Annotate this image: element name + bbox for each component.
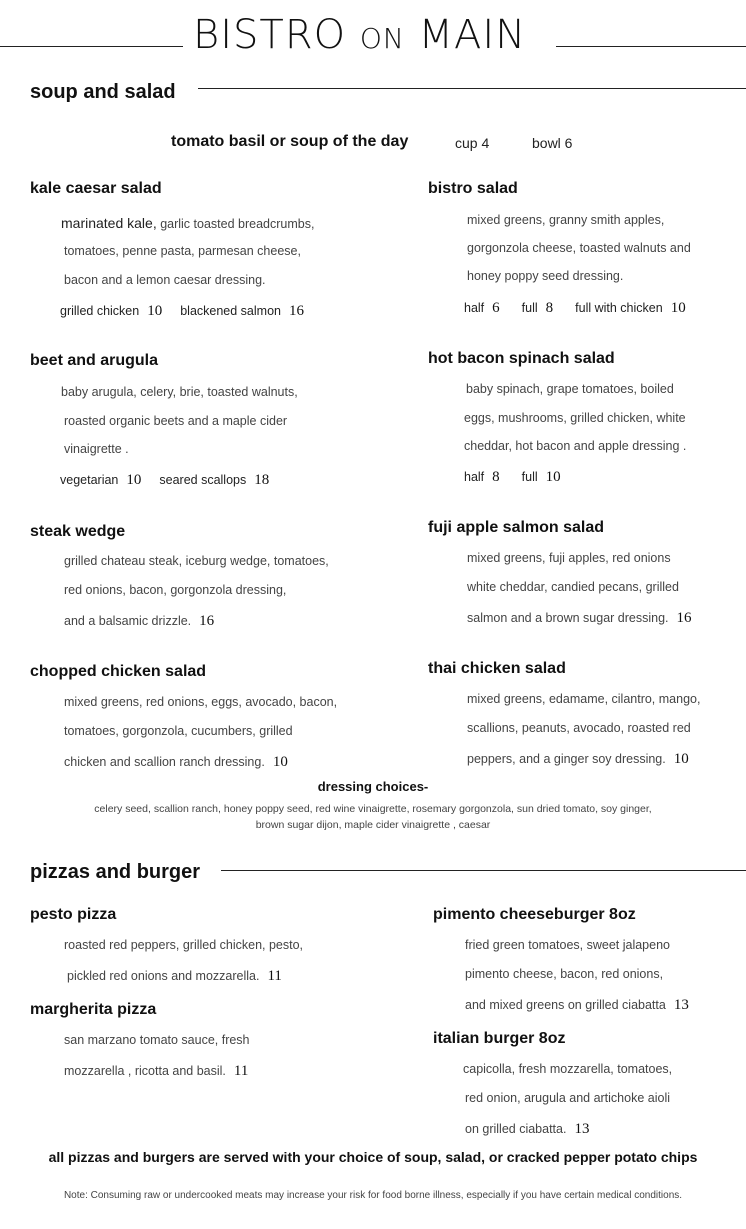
item-title: margherita pizza	[30, 1001, 157, 1018]
item-desc: capicolla, fresh mozzarella, tomatoes,	[463, 1062, 673, 1076]
item-title: kale caesar salad	[30, 180, 162, 197]
section-heading-pizzas-burger: pizzas and burger	[30, 861, 201, 883]
item-title: bistro salad	[428, 180, 518, 197]
served-with-note: all pizzas and burgers are served with your choice of soup, salad, or cracked pepper potato chips	[48, 1149, 698, 1165]
item-title: hot bacon spinach salad	[428, 350, 615, 367]
item-desc: tomatoes, penne pasta, parmesan cheese,	[64, 244, 301, 258]
item-options: half 8 full 10	[464, 469, 561, 485]
item-options: grilled chicken 10 blackened salmon 16	[60, 303, 304, 319]
item-desc: pimento cheese, bacon, red onions,	[465, 967, 664, 981]
item-desc: mixed greens, granny smith apples,	[467, 213, 665, 227]
title-rule-right	[556, 46, 746, 47]
item-desc: chicken and scallion ranch dressing. 10	[64, 754, 288, 770]
item-desc: cheddar, hot bacon and apple dressing .	[464, 439, 687, 453]
item-title: pesto pizza	[30, 906, 117, 923]
section-rule	[221, 870, 746, 871]
item-title: thai chicken salad	[428, 660, 566, 677]
item-options: vegetarian 10 seared scallops 18	[60, 472, 270, 488]
item-desc: gorgonzola cheese, toasted walnuts and	[467, 241, 691, 255]
item-desc: mozzarella , ricotta and basil. 11	[64, 1063, 249, 1079]
soup-name: tomato basil or soup of the day	[171, 133, 409, 150]
item-desc: marinated kale, garlic toasted breadcrumbs,	[61, 215, 315, 231]
item-desc: pickled red onions and mozzarella. 11	[67, 968, 282, 984]
section-rule	[198, 88, 746, 89]
soup-bowl-price: bowl 6	[532, 135, 573, 151]
item-desc: roasted red peppers, grilled chicken, pesto,	[64, 938, 304, 952]
item-desc: baby arugula, celery, brie, toasted walnuts,	[61, 385, 298, 399]
item-desc: mixed greens, edamame, cilantro, mango,	[467, 692, 701, 706]
dressing-list: celery seed, scallion ranch, honey poppy seed, red wine vinaigrette, rosemary gorgonzola, sun dried tomato, soy ginger,	[94, 803, 652, 815]
item-title: fuji apple salmon salad	[428, 519, 605, 536]
dressing-heading: dressing choices-	[317, 779, 429, 794]
item-desc: on grilled ciabatta. 13	[465, 1121, 590, 1137]
item-desc: baby spinach, grape tomatoes, boiled	[466, 382, 674, 396]
item-desc: roasted organic beets and a maple cider	[64, 414, 288, 428]
item-desc: mixed greens, fuji apples, red onions	[467, 551, 671, 565]
item-title: italian burger 8oz	[433, 1030, 566, 1047]
item-desc: san marzano tomato sauce, fresh	[64, 1033, 250, 1047]
item-desc: and mixed greens on grilled ciabatta 13	[465, 997, 689, 1013]
item-desc: grilled chateau steak, iceburg wedge, tomatoes,	[64, 554, 329, 568]
item-desc: peppers, and a ginger soy dressing. 10	[467, 751, 689, 767]
restaurant-title: BISTRO ON MAIN	[193, 12, 527, 58]
item-desc: tomatoes, gorgonzola, cucumbers, grilled	[64, 724, 293, 738]
dressing-list: brown sugar dijon, maple cider vinaigrette , caesar	[255, 819, 491, 831]
item-title: steak wedge	[30, 523, 126, 540]
item-desc: eggs, mushrooms, grilled chicken, white	[464, 411, 686, 425]
item-desc: red onion, arugula and artichoke aioli	[465, 1091, 670, 1105]
item-desc: white cheddar, candied pecans, grilled	[467, 580, 679, 594]
soup-cup-price: cup 4	[455, 135, 490, 151]
item-title: chopped chicken salad	[30, 663, 207, 680]
health-note: Note: Consuming raw or undercooked meats may increase your risk for food borne illness, especially if you have certain medical conditions.	[63, 1190, 683, 1201]
item-desc: vinaigrette .	[64, 442, 129, 456]
item-desc: red onions, bacon, gorgonzola dressing,	[64, 583, 287, 597]
item-desc: fried green tomatoes, sweet jalapeno	[465, 938, 670, 952]
item-title: pimento cheeseburger 8oz	[433, 906, 636, 923]
item-desc: and a balsamic drizzle. 16	[64, 613, 215, 629]
item-options: half 6 full 8 full with chicken 10	[464, 300, 686, 316]
section-heading-soup-salad: soup and salad	[30, 81, 176, 103]
item-desc: salmon and a brown sugar dressing. 16	[467, 610, 692, 626]
item-desc: bacon and a lemon caesar dressing.	[64, 273, 266, 287]
item-desc: honey poppy seed dressing.	[467, 269, 624, 283]
item-title: beet and arugula	[30, 352, 159, 369]
title-rule-left	[0, 46, 183, 47]
item-desc: scallions, peanuts, avocado, roasted red	[467, 721, 691, 735]
item-desc: mixed greens, red onions, eggs, avocado, bacon,	[64, 695, 338, 709]
